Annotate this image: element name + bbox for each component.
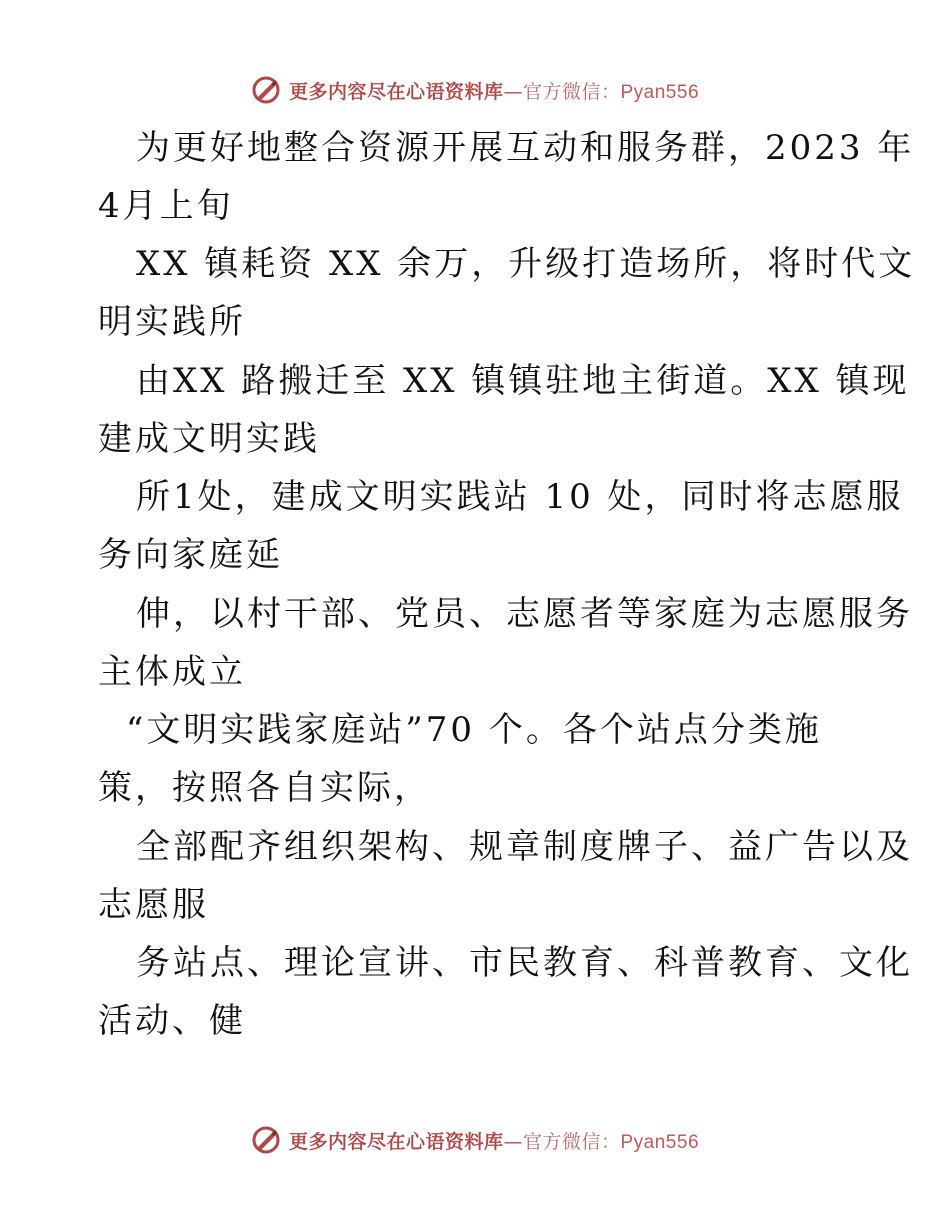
body-line: 4月上旬 <box>98 186 234 226</box>
body-line: 为更好地整合资源开展互动和服务群，2023 年 <box>136 128 915 168</box>
body-line: XX 镇耗资 XX 余万，升级打造场所，将时代文 <box>136 244 916 284</box>
header-account: Pyan556 <box>620 81 700 103</box>
header-watermark <box>0 70 950 110</box>
header-watermark-text <box>289 77 699 104</box>
body-line: 主体成立 <box>98 652 246 692</box>
body-line: 明实践所 <box>98 302 246 342</box>
pen-logo-icon <box>251 1125 281 1155</box>
body-line: 务站点、理论宣讲、市民教育、科普教育、文化 <box>136 943 913 983</box>
body-line: 务向家庭延 <box>98 535 283 575</box>
footer-watermark <box>0 1120 950 1160</box>
footer-account: Pyan556 <box>620 1131 700 1153</box>
body-line: 由XX 路搬迁至 XX 镇镇驻地主街道。XX 镇现 <box>136 361 910 401</box>
header-dash: — <box>503 80 523 103</box>
body-line: “文明实践家庭站”70 个。各个站点分类施 <box>126 710 822 750</box>
footer-lead: 更多内容尽在心语资料库 <box>288 1130 504 1153</box>
body-line: 建成文明实践 <box>98 419 320 459</box>
footer-label: 官方微信： <box>522 1130 621 1153</box>
body-line: 志愿服 <box>98 885 209 925</box>
pen-logo-icon <box>251 75 281 105</box>
header-label: 官方微信： <box>522 80 621 103</box>
body-line: 活动、健 <box>98 1001 246 1041</box>
body-line: 策，按照各自实际， <box>98 768 431 808</box>
body-line: 所1处，建成文明实践站 10 处，同时将志愿服 <box>136 477 904 517</box>
body-line: 全部配齐组织架构、规章制度牌子、益广告以及 <box>136 827 913 867</box>
footer-dash: — <box>503 1130 523 1153</box>
body-line: 伸，以村干部、党员、志愿者等家庭为志愿服务 <box>136 594 913 634</box>
footer-watermark-text <box>289 1127 699 1154</box>
header-lead: 更多内容尽在心语资料库 <box>288 80 504 103</box>
